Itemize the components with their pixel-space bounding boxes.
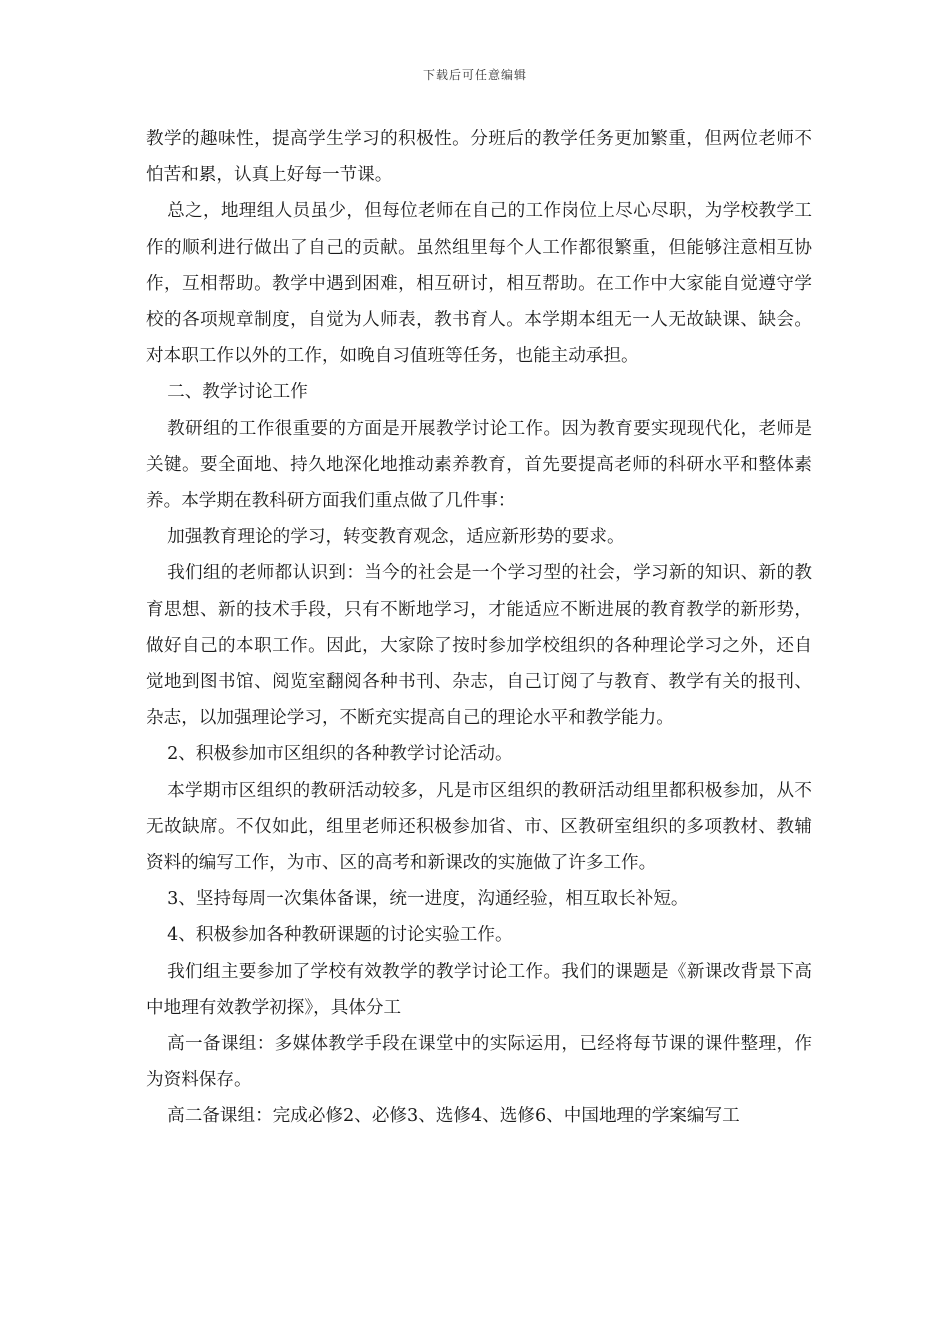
item-theory-study: 加强教育理论的学习，转变教育观念，适应新形势的要求。 (167, 527, 625, 548)
page-header-note: 下载后可任意编辑 (422, 68, 527, 82)
paragraph-grade-two: 高二备课组：完成必修2、必修3、选修4、选修6、中国地理的学案编写工 (167, 1106, 740, 1127)
paragraph-continued: 教学的趣味性，提高学生学习的积极性。分班后的教学任务更加繁重，但两位老师不怕苦和累，认真上好每一节课。 (146, 129, 812, 186)
document-body (146, 121, 812, 1135)
paragraph-research-intro: 教研组的工作很重要的方面是开展教学讨论工作。因为教育要实现现代化，老师是关键。要全面地、持久地深化地推动素养教育，首先要提高老师的科研水平和整体素养。本学期在教科研方面我们重点做了几件事： (146, 418, 812, 512)
paragraph-grade-one: 高一备课组：多媒体教学手段在课堂中的实际运用，已经将每节课的课件整理，作为资料保存。 (146, 1034, 812, 1091)
paragraph-research-topic: 我们组主要参加了学校有效教学的教学讨论工作。我们的课题是《新课改背景下高中地理有效教学初探》，具体分工 (146, 961, 812, 1018)
item-2-activities: 2、积极参加市区组织的各种教学讨论活动。 (167, 744, 513, 765)
item-4-research-topics: 4、积极参加各种教研课题的讨论实验工作。 (167, 925, 513, 946)
item-3-lesson-prep: 3、坚持每周一次集体备课，统一进度，沟通经验，相互取长补短。 (167, 889, 689, 910)
section-heading-teaching-research: 二、教学讨论工作 (167, 382, 308, 403)
paragraph-learning: 我们组的老师都认识到：当今的社会是一个学习型的社会，学习新的知识、新的教育思想、新的技术手段，只有不断地学习，才能适应不断进展的教育教学的新形势，做好自己的本职工作。因此，大家除了按时参加学校组织的各种理论学习之外，还自觉地到图书馆、阅览室翻阅各种书刊、杂志，自己订阅了与教育、教学有关的报刊、杂志，以加强理论学习，不断充实提高自己的理论水平和教学能力。 (146, 563, 812, 729)
paragraph-summary: 总之，地理组人员虽少，但每位老师在自己的工作岗位上尽心尽职，为学校教学工作的顺利进行做出了自己的贡献。虽然组里每个人工作都很繁重，但能够注意相互协作，互相帮助。教学中遇到困难，相互研讨，相互帮助。在工作中大家能自觉遵守学校的各项规章制度，自觉为人师表，教书育人。本学期本组无一人无故缺课、缺会。对本职工作以外的工作，如晚自习值班等任务，也能主动承担。 (146, 201, 812, 367)
paragraph-activities: 本学期市区组织的教研活动较多，凡是市区组织的教研活动组里都积极参加，从不无故缺席。不仅如此，组里老师还积极参加省、市、区教研室组织的多项教材、教辅资料的编写工作，为市、区的高考和新课改的实施做了许多工作。 (146, 780, 812, 874)
